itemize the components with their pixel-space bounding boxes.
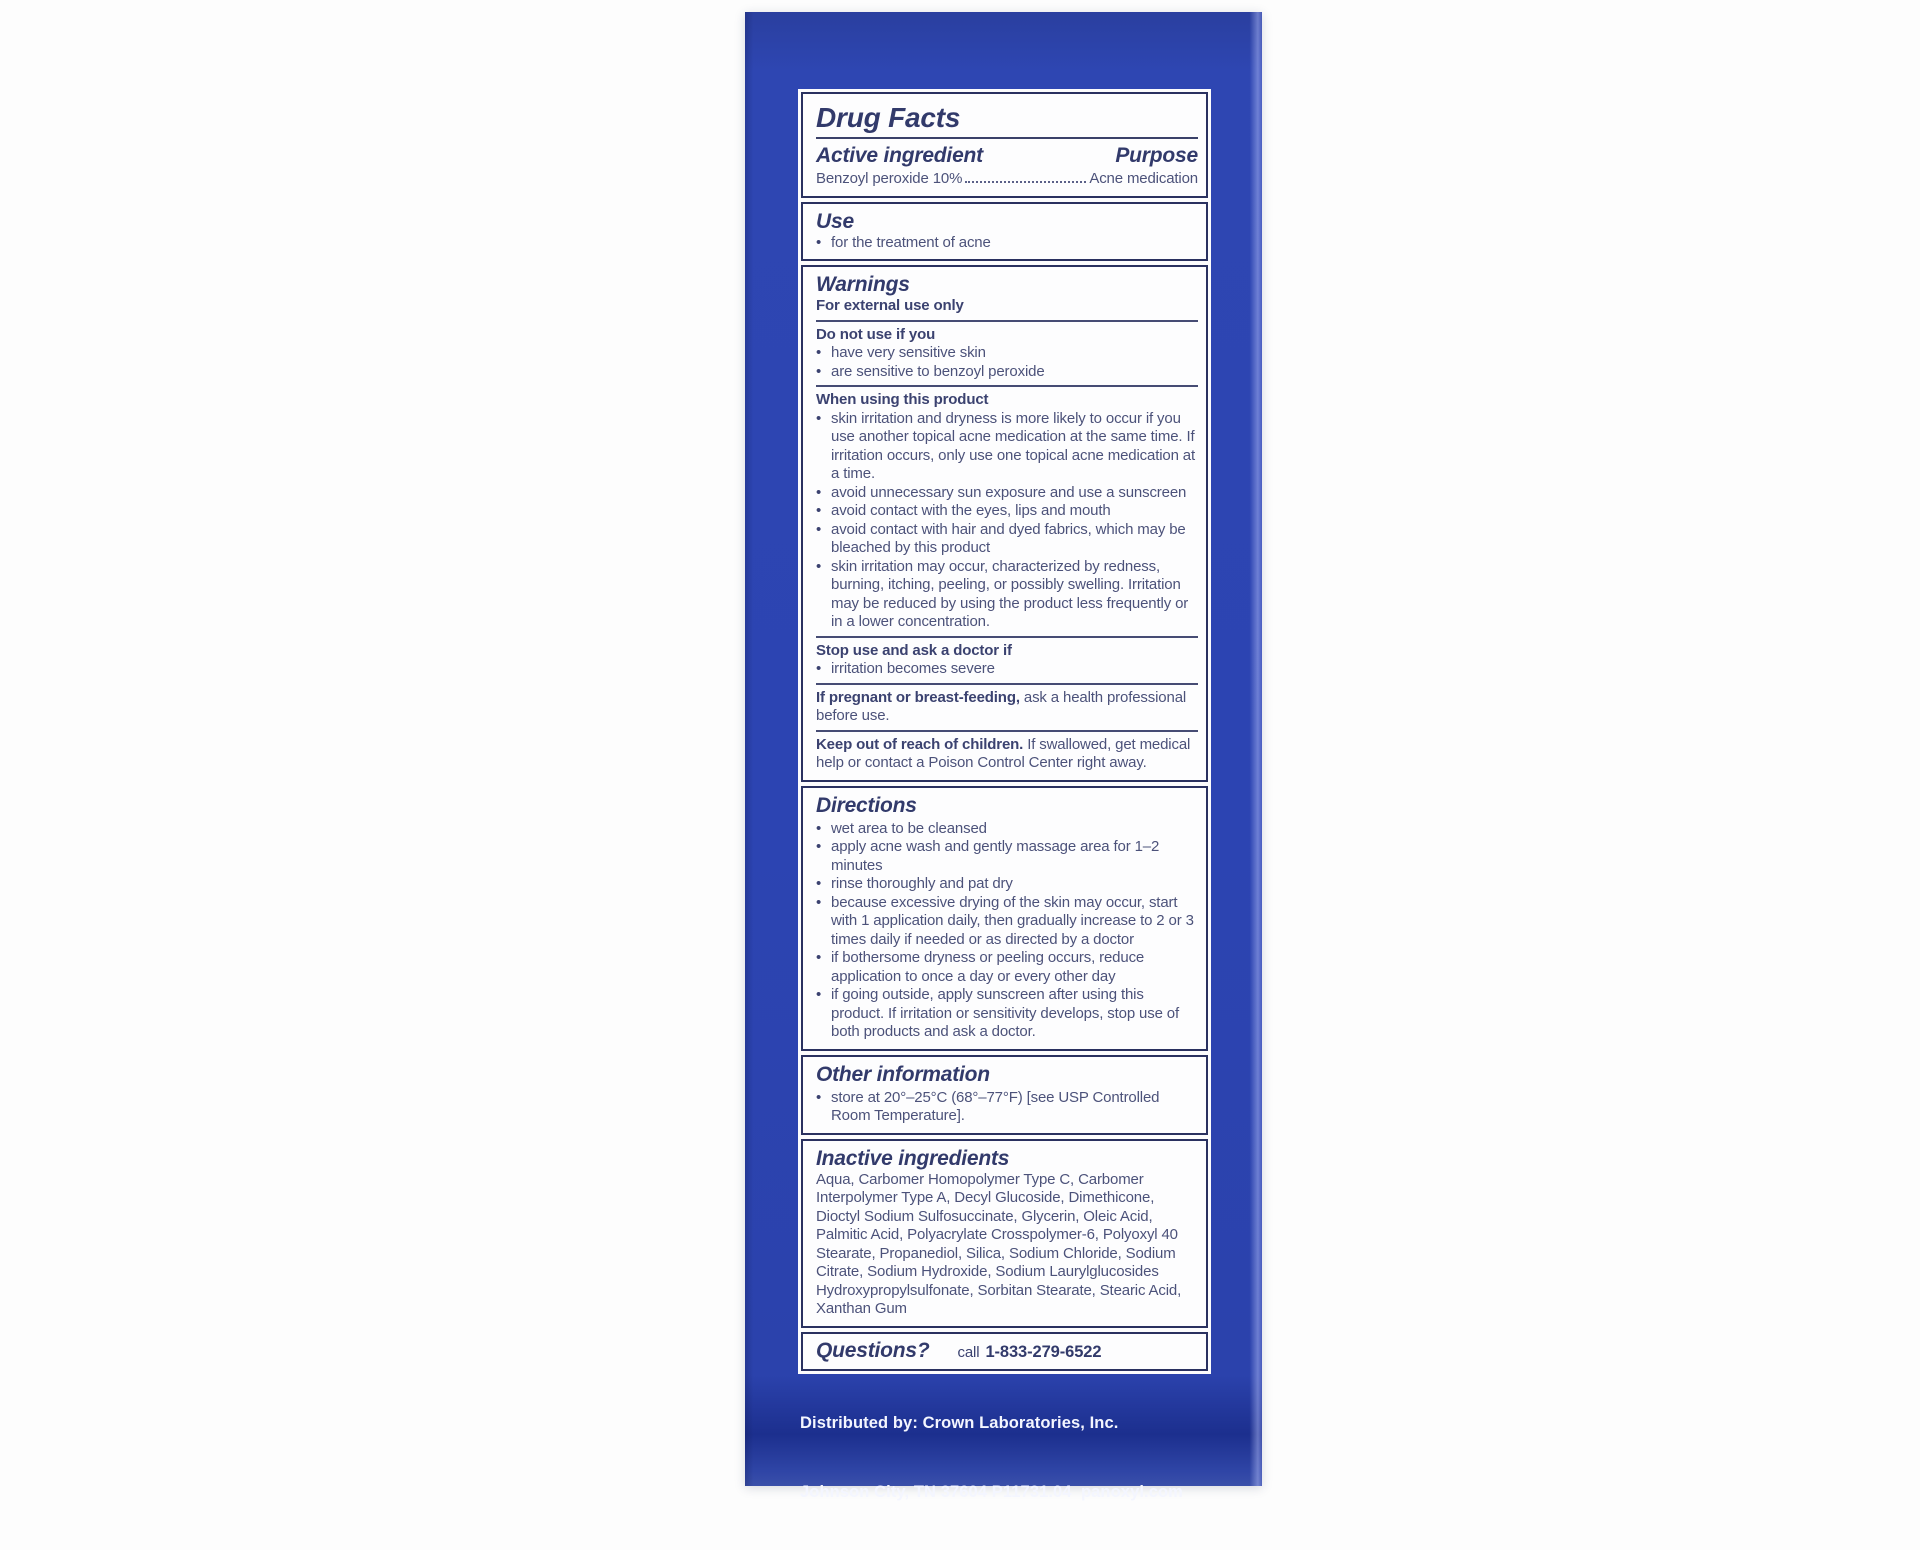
questions-heading: Questions? <box>816 1338 930 1362</box>
inactive-ingredients-list: Aqua, Carbomer Homopolymer Type C, Carbomer Interpolymer Type A, Decyl Glucoside, Dimethicone, Dioctyl Sodium Sulfosuccinate, Glycerin, Oleic Acid, Palmitic Acid, Polyacrylate Crosspolymer-6, Polyoxyl 40 Stearate, Propanediol, Silica, Sodium Chloride, Sodium Citrate, Sodium Hydroxide, Sodium Laurylglucosides Hydroxypropylsulfonate, Sorbitan Stearate, Stearic Acid, Xanthan Gum <box>816 1170 1182 1317</box>
directions-bullet <box>816 949 1198 986</box>
section-directions <box>801 786 1208 1051</box>
section-inactive-ingredients <box>801 1139 1208 1328</box>
other-information-heading: Other information <box>816 1062 990 1086</box>
active-ingredient-header-row <box>816 143 1198 168</box>
directions-bullet-text: apply acne wash and gently massage area for 1–2 minutes <box>831 838 1160 874</box>
do-not-use-heading: Do not use if you <box>816 325 936 343</box>
active-ingredient-name: Benzoyl peroxide 10% <box>816 170 963 187</box>
bullet-dot: • <box>816 838 822 855</box>
directions-bullet <box>816 838 1198 875</box>
section-other-information <box>801 1055 1208 1135</box>
bullet-dot: • <box>816 557 822 575</box>
warnings-heading: Warnings <box>816 273 910 296</box>
do-not-use-bullet <box>816 363 1198 382</box>
when-using-bullet <box>816 502 1198 521</box>
active-ingredient-purpose: Acne medication <box>1089 170 1198 187</box>
directions-bullet <box>816 986 1198 1042</box>
section-active-ingredient <box>801 92 1208 198</box>
bullet-dot: • <box>816 362 822 380</box>
pregnant-warning-text: ask a health professional before use. <box>816 688 1187 724</box>
purpose-heading: Purpose <box>1115 144 1198 167</box>
section-warnings <box>801 265 1208 782</box>
when-using-bullet-text: avoid contact with hair and dyed fabrics, which may be bleached by this product <box>831 520 1186 556</box>
stop-use-bullet <box>816 660 1198 679</box>
directions-bullet-text: because excessive drying of the skin may occur, start with 1 application daily, then gradually increase to 2 or 3 times daily if needed or as directed by a doctor <box>831 893 1194 948</box>
use-heading: Use <box>816 209 854 233</box>
bullet-dot: • <box>816 502 822 519</box>
when-using-bullet-text: avoid unnecessary sun exposure and use a sunscreen <box>831 483 1187 501</box>
stop-use-bullet-text: irritation becomes severe <box>831 660 995 677</box>
product-box-back-panel <box>745 12 1262 1501</box>
other-information-bullet-text: store at 20°–25°C (68°–77°F) [see USP Controlled Room Temperature]. <box>831 1088 1160 1124</box>
section-questions <box>801 1332 1208 1371</box>
dotted-leader <box>965 169 1086 183</box>
when-using-bullet <box>816 521 1198 558</box>
do-not-use-bullet-text: are sensitive to benzoyl peroxide <box>831 362 1045 380</box>
do-not-use-bullet-text: have very sensitive skin <box>831 344 986 361</box>
keep-out-warning <box>816 736 1198 773</box>
divider <box>816 636 1198 638</box>
use-bullet-text: for the treatment of acne <box>831 233 991 251</box>
directions-bullet <box>816 820 1198 839</box>
bullet-dot: • <box>816 233 822 251</box>
when-using-bullet-text: skin irritation and dryness is more likely to occur if you use another topical acne medication at the same time. If irritation occurs, only use one topical acne medication at a time. <box>831 409 1196 482</box>
directions-bullet-text: if going outside, apply sunscreen after using this product. If irritation or sensitivity develops, stop use of both products and ask a doctor. <box>831 986 1179 1040</box>
divider <box>816 683 1198 685</box>
when-using-bullet <box>816 558 1198 632</box>
section-use <box>801 202 1208 262</box>
active-ingredient-row <box>816 169 1198 189</box>
distributor-info <box>800 1366 1183 1550</box>
keep-out-warning-text: If swallowed, get medical help or contact a Poison Control Center right away. <box>816 735 1191 771</box>
when-using-bullet <box>816 410 1198 484</box>
directions-bullet-text: if bothersome dryness or peeling occurs, reduce application to once a day or every other day <box>831 949 1145 985</box>
keep-out-warning-bold: Keep out of reach of children. <box>816 735 1024 753</box>
use-bullet <box>816 234 1198 253</box>
when-using-bullet-text: avoid contact with the eyes, lips and mouth <box>831 502 1111 519</box>
bullet-dot: • <box>816 949 822 966</box>
divider <box>816 320 1198 322</box>
when-using-heading: When using this product <box>816 391 989 408</box>
directions-bullet <box>816 894 1198 950</box>
bullet-dot: • <box>816 893 822 911</box>
distributor-line1: Distributed by: Crown Laboratories, Inc. <box>800 1414 1119 1432</box>
divider <box>816 137 1198 139</box>
do-not-use-bullet <box>816 344 1198 363</box>
when-using-bullet <box>816 484 1198 503</box>
stop-use-heading: Stop use and ask a doctor if <box>816 641 1012 659</box>
divider <box>816 385 1198 387</box>
bullet-dot: • <box>816 344 822 361</box>
pregnant-warning-bold: If pregnant or breast-feeding, <box>816 688 1020 706</box>
drug-facts-panel <box>798 89 1211 1374</box>
pregnant-warning <box>816 689 1198 726</box>
inactive-ingredients-heading: Inactive ingredients <box>816 1146 1010 1170</box>
bullet-dot: • <box>816 819 822 837</box>
bullet-dot: • <box>816 986 822 1003</box>
questions-phone-number: 1-833-279-6522 <box>985 1342 1102 1361</box>
other-information-bullet <box>816 1089 1198 1126</box>
bullet-dot: • <box>816 520 822 538</box>
bullet-dot: • <box>816 1088 822 1106</box>
bullet-dot: • <box>816 409 822 427</box>
active-ingredient-heading: Active ingredient <box>816 144 983 167</box>
directions-bullet <box>816 875 1198 894</box>
questions-call-label: call <box>957 1343 980 1361</box>
directions-bullet-text: rinse thoroughly and pat dry <box>831 875 1013 892</box>
directions-bullet-text: wet area to be cleansed <box>831 819 987 837</box>
divider <box>816 730 1198 732</box>
distributor-line2: Johnson City, TN 37604 P11731.04 panoxyl.com <box>800 1483 1183 1501</box>
bullet-dot: • <box>816 875 822 892</box>
directions-heading: Directions <box>816 793 917 817</box>
bullet-dot: • <box>816 483 822 501</box>
external-use-only: For external use only <box>816 297 964 314</box>
drug-facts-title: Drug Facts <box>816 102 961 133</box>
bullet-dot: • <box>816 660 822 677</box>
when-using-bullet-text: skin irritation may occur, characterized by redness, burning, itching, peeling, or possibly swelling. Irritation may be reduced by using the product less frequently or in a lower concentration. <box>831 557 1189 630</box>
